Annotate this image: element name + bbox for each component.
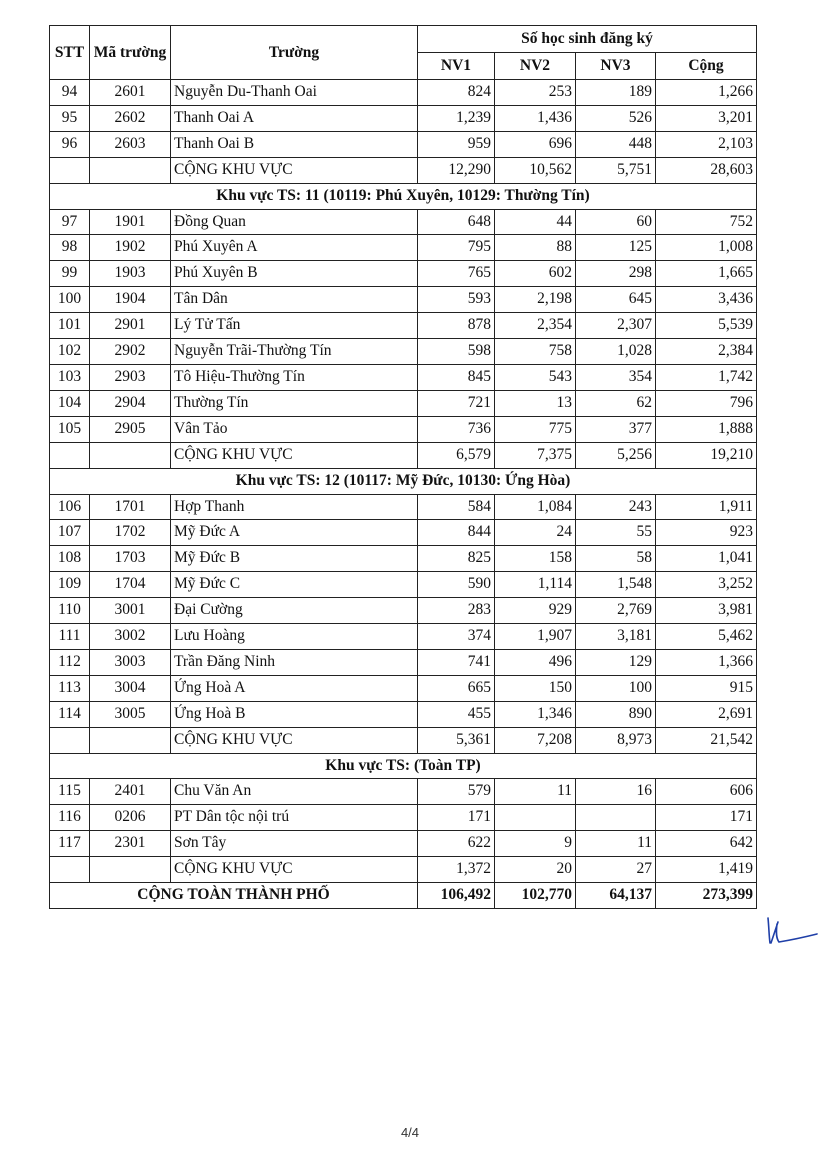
table-row — [50, 494, 757, 520]
row-total: 642 — [656, 831, 757, 857]
row-school-name: Chu Văn An — [171, 779, 418, 805]
region-header-row — [50, 468, 757, 494]
grand-total-nv1: 106,492 — [418, 883, 495, 909]
row-school-code: 2903 — [90, 364, 171, 390]
row-nv2: 696 — [495, 131, 576, 157]
region-header-row — [50, 183, 757, 209]
row-school-name: Nguyễn Trãi-Thường Tín — [171, 339, 418, 365]
subtotal-nv1: 6,579 — [418, 442, 495, 468]
row-nv1: 845 — [418, 364, 495, 390]
region-title: Khu vực TS: 12 (10117: Mỹ Đức, 10130: Ứng Hòa) — [50, 468, 757, 494]
row-school-code: 3003 — [90, 649, 171, 675]
row-nv1: 593 — [418, 287, 495, 313]
table-row — [50, 546, 757, 572]
row-nv3: 3,181 — [576, 624, 656, 650]
row-nv1: 844 — [418, 520, 495, 546]
table-row — [50, 131, 757, 157]
row-total: 1,742 — [656, 364, 757, 390]
row-stt: 94 — [50, 80, 90, 106]
header-school: Trường — [171, 26, 418, 80]
row-school-code: 3001 — [90, 598, 171, 624]
subtotal-label: CỘNG KHU VỰC — [171, 727, 418, 753]
row-total: 1,008 — [656, 235, 757, 261]
row-nv3: 58 — [576, 546, 656, 572]
row-school-name: Nguyễn Du-Thanh Oai — [171, 80, 418, 106]
row-school-code: 2902 — [90, 339, 171, 365]
table-row — [50, 831, 757, 857]
row-school-code: 2601 — [90, 80, 171, 106]
table-row — [50, 416, 757, 442]
row-nv2: 602 — [495, 261, 576, 287]
row-school-name: Thanh Oai B — [171, 131, 418, 157]
row-school-code: 2602 — [90, 105, 171, 131]
table-row — [50, 339, 757, 365]
grand-total-row — [50, 883, 757, 909]
row-stt: 104 — [50, 390, 90, 416]
row-school-name: Vân Tảo — [171, 416, 418, 442]
row-nv3 — [576, 805, 656, 831]
subtotal-nv2: 7,375 — [495, 442, 576, 468]
row-nv3: 1,548 — [576, 572, 656, 598]
table-body — [50, 80, 757, 909]
row-nv2: 44 — [495, 209, 576, 235]
row-nv1: 579 — [418, 779, 495, 805]
row-total: 1,665 — [656, 261, 757, 287]
row-nv1: 283 — [418, 598, 495, 624]
row-nv2: 13 — [495, 390, 576, 416]
row-nv2: 2,354 — [495, 313, 576, 339]
row-nv1: 959 — [418, 131, 495, 157]
row-stt: 117 — [50, 831, 90, 857]
row-nv1: 590 — [418, 572, 495, 598]
subtotal-empty-stt — [50, 157, 90, 183]
row-school-name: Phú Xuyên B — [171, 261, 418, 287]
subtotal-empty-code — [90, 157, 171, 183]
row-nv1: 171 — [418, 805, 495, 831]
grand-total-nv3: 64,137 — [576, 883, 656, 909]
table-row — [50, 649, 757, 675]
row-total: 2,691 — [656, 701, 757, 727]
subtotal-nv2: 10,562 — [495, 157, 576, 183]
row-stt: 105 — [50, 416, 90, 442]
row-school-name: Tân Dân — [171, 287, 418, 313]
row-nv2: 11 — [495, 779, 576, 805]
table-row — [50, 675, 757, 701]
row-nv3: 129 — [576, 649, 656, 675]
grand-total-total: 273,399 — [656, 883, 757, 909]
table-row — [50, 805, 757, 831]
subtotal-label: CỘNG KHU VỰC — [171, 857, 418, 883]
table-header-row-1 — [50, 26, 757, 53]
subtotal-empty-code — [90, 442, 171, 468]
table-row — [50, 105, 757, 131]
row-nv1: 765 — [418, 261, 495, 287]
row-nv3: 645 — [576, 287, 656, 313]
row-nv1: 648 — [418, 209, 495, 235]
subtotal-nv1: 1,372 — [418, 857, 495, 883]
row-nv1: 665 — [418, 675, 495, 701]
row-nv1: 721 — [418, 390, 495, 416]
row-total: 5,539 — [656, 313, 757, 339]
row-nv3: 354 — [576, 364, 656, 390]
row-total: 606 — [656, 779, 757, 805]
row-nv1: 374 — [418, 624, 495, 650]
table-row — [50, 364, 757, 390]
registration-table — [49, 25, 757, 909]
subtotal-nv3: 8,973 — [576, 727, 656, 753]
row-stt: 95 — [50, 105, 90, 131]
signature-mark — [763, 912, 819, 952]
row-total: 2,103 — [656, 131, 757, 157]
row-nv1: 1,239 — [418, 105, 495, 131]
row-school-name: Phú Xuyên A — [171, 235, 418, 261]
region-title: Khu vực TS: 11 (10119: Phú Xuyên, 10129: Thường Tín) — [50, 183, 757, 209]
subtotal-nv2: 20 — [495, 857, 576, 883]
table-row — [50, 390, 757, 416]
row-school-name: Trần Đăng Ninh — [171, 649, 418, 675]
row-school-name: Đại Cường — [171, 598, 418, 624]
row-school-code: 0206 — [90, 805, 171, 831]
row-school-name: Sơn Tây — [171, 831, 418, 857]
row-nv2: 150 — [495, 675, 576, 701]
row-stt: 111 — [50, 624, 90, 650]
row-school-name: Đồng Quan — [171, 209, 418, 235]
row-stt: 114 — [50, 701, 90, 727]
row-school-code: 2401 — [90, 779, 171, 805]
row-stt: 101 — [50, 313, 90, 339]
row-school-code: 1704 — [90, 572, 171, 598]
row-nv1: 824 — [418, 80, 495, 106]
row-total: 752 — [656, 209, 757, 235]
row-stt: 98 — [50, 235, 90, 261]
table-row — [50, 235, 757, 261]
subtotal-row — [50, 157, 757, 183]
row-nv2: 929 — [495, 598, 576, 624]
row-nv2: 1,346 — [495, 701, 576, 727]
row-nv3: 16 — [576, 779, 656, 805]
subtotal-empty-code — [90, 727, 171, 753]
row-stt: 109 — [50, 572, 90, 598]
subtotal-label: CỘNG KHU VỰC — [171, 442, 418, 468]
row-total: 3,201 — [656, 105, 757, 131]
grand-total-label: CỘNG TOÀN THÀNH PHỐ — [50, 883, 418, 909]
row-nv2: 1,084 — [495, 494, 576, 520]
table-row — [50, 313, 757, 339]
subtotal-row — [50, 857, 757, 883]
row-school-name: Ứng Hoà B — [171, 701, 418, 727]
row-total: 1,911 — [656, 494, 757, 520]
row-school-code: 1904 — [90, 287, 171, 313]
row-nv3: 55 — [576, 520, 656, 546]
row-total: 923 — [656, 520, 757, 546]
header-nv2: NV2 — [495, 53, 576, 80]
table-row — [50, 572, 757, 598]
row-school-name: Thường Tín — [171, 390, 418, 416]
row-school-name: Lý Tử Tấn — [171, 313, 418, 339]
subtotal-label: CỘNG KHU VỰC — [171, 157, 418, 183]
subtotal-nv2: 7,208 — [495, 727, 576, 753]
subtotal-total: 28,603 — [656, 157, 757, 183]
row-nv3: 100 — [576, 675, 656, 701]
row-nv2: 158 — [495, 546, 576, 572]
header-total: Cộng — [656, 53, 757, 80]
row-school-name: Thanh Oai A — [171, 105, 418, 131]
row-nv3: 243 — [576, 494, 656, 520]
subtotal-nv1: 5,361 — [418, 727, 495, 753]
row-school-code: 2905 — [90, 416, 171, 442]
header-nv3: NV3 — [576, 53, 656, 80]
row-stt: 112 — [50, 649, 90, 675]
row-stt: 103 — [50, 364, 90, 390]
row-stt: 113 — [50, 675, 90, 701]
row-nv1: 598 — [418, 339, 495, 365]
row-nv1: 736 — [418, 416, 495, 442]
row-nv2: 543 — [495, 364, 576, 390]
row-nv1: 741 — [418, 649, 495, 675]
header-registered-students: Số học sinh đăng ký — [418, 26, 757, 53]
row-school-code: 2904 — [90, 390, 171, 416]
row-total: 1,041 — [656, 546, 757, 572]
page-number: 4/4 — [400, 1125, 420, 1140]
row-school-name: Mỹ Đức B — [171, 546, 418, 572]
header-nv1: NV1 — [418, 53, 495, 80]
table-row — [50, 701, 757, 727]
row-nv1: 795 — [418, 235, 495, 261]
row-nv2: 9 — [495, 831, 576, 857]
row-school-name: Mỹ Đức C — [171, 572, 418, 598]
row-school-code: 2301 — [90, 831, 171, 857]
subtotal-row — [50, 442, 757, 468]
region-title: Khu vực TS: (Toàn TP) — [50, 753, 757, 779]
row-nv3: 890 — [576, 701, 656, 727]
table-row — [50, 261, 757, 287]
row-nv2: 775 — [495, 416, 576, 442]
row-nv2: 253 — [495, 80, 576, 106]
row-nv3: 60 — [576, 209, 656, 235]
row-school-name: PT Dân tộc nội trú — [171, 805, 418, 831]
row-nv3: 125 — [576, 235, 656, 261]
row-nv3: 2,769 — [576, 598, 656, 624]
row-total: 915 — [656, 675, 757, 701]
row-school-code: 1901 — [90, 209, 171, 235]
row-nv2: 758 — [495, 339, 576, 365]
row-total: 2,384 — [656, 339, 757, 365]
table-row — [50, 779, 757, 805]
row-nv3: 1,028 — [576, 339, 656, 365]
row-stt: 100 — [50, 287, 90, 313]
table-row — [50, 520, 757, 546]
subtotal-total: 1,419 — [656, 857, 757, 883]
row-stt: 108 — [50, 546, 90, 572]
table-row — [50, 624, 757, 650]
row-nv1: 622 — [418, 831, 495, 857]
row-stt: 96 — [50, 131, 90, 157]
row-school-name: Lưu Hoàng — [171, 624, 418, 650]
row-nv3: 62 — [576, 390, 656, 416]
row-total: 5,462 — [656, 624, 757, 650]
row-stt: 107 — [50, 520, 90, 546]
row-school-code: 2603 — [90, 131, 171, 157]
row-total: 1,366 — [656, 649, 757, 675]
row-nv2: 2,198 — [495, 287, 576, 313]
table-row — [50, 209, 757, 235]
table-row — [50, 287, 757, 313]
row-nv1: 584 — [418, 494, 495, 520]
row-stt: 110 — [50, 598, 90, 624]
row-stt: 115 — [50, 779, 90, 805]
row-school-code: 3005 — [90, 701, 171, 727]
row-school-name: Tô Hiệu-Thường Tín — [171, 364, 418, 390]
row-nv1: 455 — [418, 701, 495, 727]
row-nv2: 1,436 — [495, 105, 576, 131]
subtotal-empty-stt — [50, 442, 90, 468]
row-nv3: 377 — [576, 416, 656, 442]
row-total: 3,252 — [656, 572, 757, 598]
row-nv1: 825 — [418, 546, 495, 572]
row-nv3: 2,307 — [576, 313, 656, 339]
row-school-code: 3002 — [90, 624, 171, 650]
row-stt: 99 — [50, 261, 90, 287]
row-nv2: 24 — [495, 520, 576, 546]
row-total: 1,266 — [656, 80, 757, 106]
grand-total-nv2: 102,770 — [495, 883, 576, 909]
row-school-name: Hợp Thanh — [171, 494, 418, 520]
row-school-code: 1903 — [90, 261, 171, 287]
row-nv3: 11 — [576, 831, 656, 857]
row-school-code: 1703 — [90, 546, 171, 572]
row-stt: 102 — [50, 339, 90, 365]
row-total: 1,888 — [656, 416, 757, 442]
subtotal-nv3: 27 — [576, 857, 656, 883]
subtotal-total: 19,210 — [656, 442, 757, 468]
row-nv2 — [495, 805, 576, 831]
table-row — [50, 80, 757, 106]
row-total: 3,981 — [656, 598, 757, 624]
table-row — [50, 598, 757, 624]
row-school-code: 1701 — [90, 494, 171, 520]
row-nv2: 1,907 — [495, 624, 576, 650]
subtotal-empty-code — [90, 857, 171, 883]
row-school-code: 3004 — [90, 675, 171, 701]
row-total: 796 — [656, 390, 757, 416]
row-stt: 116 — [50, 805, 90, 831]
header-school-code: Mã trường — [90, 26, 171, 80]
row-school-name: Mỹ Đức A — [171, 520, 418, 546]
subtotal-nv3: 5,256 — [576, 442, 656, 468]
region-header-row — [50, 753, 757, 779]
subtotal-empty-stt — [50, 727, 90, 753]
subtotal-row — [50, 727, 757, 753]
row-nv1: 878 — [418, 313, 495, 339]
subtotal-nv1: 12,290 — [418, 157, 495, 183]
subtotal-empty-stt — [50, 857, 90, 883]
row-stt: 106 — [50, 494, 90, 520]
row-school-code: 1702 — [90, 520, 171, 546]
row-nv2: 1,114 — [495, 572, 576, 598]
row-nv3: 189 — [576, 80, 656, 106]
row-school-name: Ứng Hoà A — [171, 675, 418, 701]
row-nv2: 88 — [495, 235, 576, 261]
header-stt: STT — [50, 26, 90, 80]
row-stt: 97 — [50, 209, 90, 235]
row-nv3: 448 — [576, 131, 656, 157]
row-nv2: 496 — [495, 649, 576, 675]
row-school-code: 1902 — [90, 235, 171, 261]
row-nv3: 526 — [576, 105, 656, 131]
row-total: 171 — [656, 805, 757, 831]
row-total: 3,436 — [656, 287, 757, 313]
row-nv3: 298 — [576, 261, 656, 287]
subtotal-total: 21,542 — [656, 727, 757, 753]
row-school-code: 2901 — [90, 313, 171, 339]
subtotal-nv3: 5,751 — [576, 157, 656, 183]
